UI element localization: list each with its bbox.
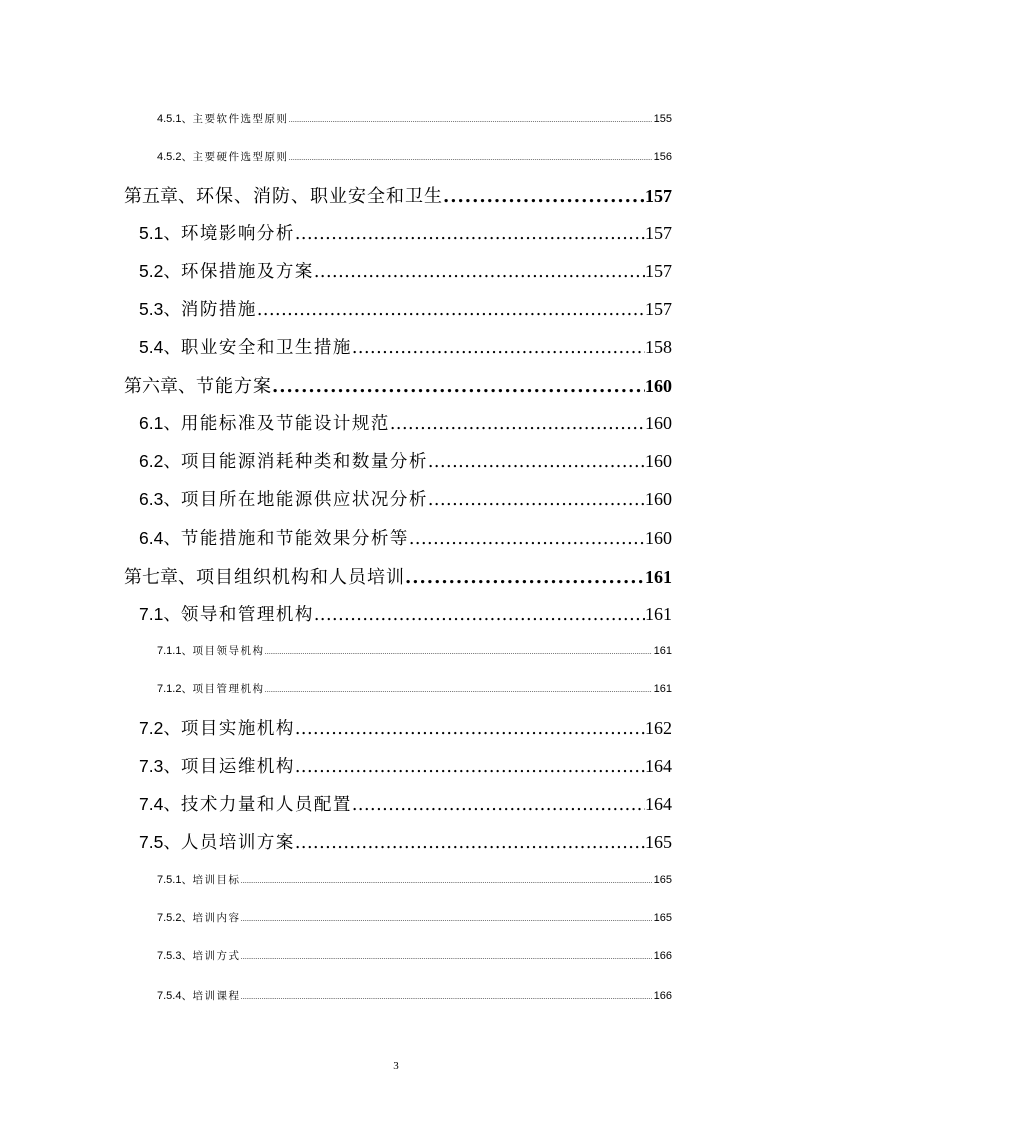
page-number-footer: 3 — [393, 1060, 399, 1072]
toc-number: 7.1.2、 — [157, 683, 193, 695]
toc-title: 环保、消防、职业安全和卫生 — [196, 186, 443, 207]
toc-page-number: 161 — [653, 683, 672, 695]
dot-leader — [288, 155, 651, 162]
dot-leader — [240, 954, 651, 961]
toc-title: 技术力量和人员配置 — [180, 795, 352, 815]
toc-number: 7.5.4、 — [157, 990, 193, 1002]
toc-entry-7-1-2[interactable] — [157, 680, 672, 696]
toc-number: 7.3、 — [139, 756, 181, 776]
toc-entry-7-5-3[interactable] — [157, 947, 672, 963]
toc-page-number: 165 — [653, 874, 672, 886]
toc-number: 4.5.2、 — [157, 151, 193, 163]
dot-leader — [264, 687, 651, 694]
toc-title: 节能方案 — [196, 376, 272, 397]
dot-leader — [390, 414, 645, 434]
toc-entry-6-4[interactable] — [139, 525, 672, 551]
toc-title: 培训目标 — [192, 874, 241, 886]
toc-entry-7-5[interactable] — [139, 829, 672, 855]
toc-number: 5.1、 — [139, 223, 181, 243]
dot-leader — [240, 916, 651, 923]
toc-number: 第七章、 — [124, 567, 196, 588]
dot-leader — [314, 605, 645, 625]
toc-title: 项目所在地能源供应状况分析 — [180, 490, 428, 510]
dot-leader — [240, 878, 651, 885]
toc-title: 项目实施机构 — [180, 719, 295, 739]
toc-entry-7-2[interactable] — [139, 715, 672, 741]
toc-title: 消防措施 — [180, 300, 257, 320]
dot-leader — [295, 757, 645, 777]
toc-number: 6.1、 — [139, 413, 181, 433]
toc-page-number: 155 — [653, 113, 672, 125]
toc-entry-7-5-1[interactable] — [157, 871, 672, 887]
dot-leader — [443, 186, 645, 207]
toc-entry-6-2[interactable] — [139, 448, 672, 474]
toc-entry-5-1[interactable] — [139, 220, 672, 246]
toc-entry-5-2[interactable] — [139, 258, 672, 284]
dot-leader — [405, 567, 645, 588]
toc-page-number: 166 — [653, 990, 672, 1002]
toc-entry-chapter-6[interactable] — [124, 372, 672, 398]
toc-title: 职业安全和卫生措施 — [180, 338, 352, 358]
dot-leader — [295, 224, 645, 244]
toc-entry-4-5-1[interactable] — [157, 110, 672, 126]
toc-number: 7.1、 — [139, 604, 181, 624]
toc-title: 项目能源消耗种类和数量分析 — [180, 452, 428, 472]
toc-title: 主要硬件选型原则 — [192, 151, 289, 163]
toc-page-number: 161 — [645, 567, 672, 587]
toc-page-number: 160 — [645, 451, 672, 471]
toc-number: 5.4、 — [139, 337, 181, 357]
toc-title: 培训课程 — [192, 990, 241, 1002]
toc-entry-chapter-7[interactable] — [124, 563, 672, 589]
dot-leader — [295, 833, 645, 853]
toc-title: 培训方式 — [192, 950, 241, 962]
toc-entry-7-1[interactable] — [139, 601, 672, 627]
dot-leader — [352, 338, 645, 358]
toc-number: 7.4、 — [139, 794, 181, 814]
toc-number: 7.5.1、 — [157, 874, 193, 886]
toc-number: 5.2、 — [139, 261, 181, 281]
toc-entry-5-4[interactable] — [139, 334, 672, 360]
toc-page-number: 157 — [645, 299, 672, 319]
toc-page-number: 164 — [645, 794, 672, 814]
toc-number: 7.1.1、 — [157, 645, 193, 657]
toc-page-number: 160 — [645, 489, 672, 509]
toc-title: 主要软件选型原则 — [192, 113, 289, 125]
toc-entry-7-3[interactable] — [139, 753, 672, 779]
dot-leader — [240, 994, 651, 1001]
toc-title: 项目领导机构 — [192, 645, 265, 657]
toc-number: 第五章、 — [124, 186, 196, 207]
toc-page-number: 161 — [653, 645, 672, 657]
toc-number: 7.5.3、 — [157, 950, 193, 962]
toc-title: 用能标准及节能设计规范 — [180, 414, 390, 434]
toc-title: 项目管理机构 — [192, 683, 265, 695]
dot-leader — [295, 719, 645, 739]
dot-leader — [264, 649, 651, 656]
toc-entry-7-1-1[interactable] — [157, 642, 672, 658]
toc-page-number: 160 — [645, 413, 672, 433]
toc-page-number: 160 — [645, 528, 672, 548]
dot-leader — [257, 300, 645, 320]
dot-leader — [288, 117, 651, 124]
toc-number: 6.4、 — [139, 528, 181, 548]
toc-number: 6.2、 — [139, 451, 181, 471]
toc-entry-6-1[interactable] — [139, 410, 672, 436]
toc-page-number: 160 — [645, 376, 672, 396]
toc-entry-7-5-2[interactable] — [157, 909, 672, 925]
toc-page-number: 165 — [653, 912, 672, 924]
toc-title: 项目组织机构和人员培训 — [196, 567, 405, 588]
toc-entry-6-3[interactable] — [139, 486, 672, 512]
dot-leader — [352, 795, 645, 815]
toc-number: 第六章、 — [124, 376, 196, 397]
dot-leader — [409, 529, 645, 549]
toc-title: 节能措施和节能效果分析等 — [180, 529, 409, 549]
toc-entry-5-3[interactable] — [139, 296, 672, 322]
toc-page-number: 157 — [645, 186, 672, 206]
toc-title: 环保措施及方案 — [180, 262, 314, 282]
toc-page-number: 165 — [645, 832, 672, 852]
toc-page-number: 157 — [645, 223, 672, 243]
dot-leader — [428, 490, 645, 510]
toc-entry-4-5-2[interactable] — [157, 148, 672, 164]
toc-page-number: 161 — [645, 604, 672, 624]
dot-leader — [314, 262, 645, 282]
toc-title: 环境影响分析 — [180, 224, 295, 244]
toc-number: 5.3、 — [139, 299, 181, 319]
toc-page-number: 164 — [645, 756, 672, 776]
dot-leader — [428, 452, 645, 472]
toc-page-number: 156 — [653, 151, 672, 163]
toc-number: 7.5、 — [139, 832, 181, 852]
toc-page-number: 157 — [645, 261, 672, 281]
toc-entry-7-5-4[interactable] — [157, 987, 672, 1003]
toc-title: 项目运维机构 — [180, 757, 295, 777]
toc-title: 人员培训方案 — [180, 833, 295, 853]
toc-number: 4.5.1、 — [157, 113, 193, 125]
toc-number: 7.2、 — [139, 718, 181, 738]
toc-page-number: 166 — [653, 950, 672, 962]
toc-page-number: 162 — [645, 718, 672, 738]
toc-title: 领导和管理机构 — [180, 605, 314, 625]
toc-page-number: 158 — [645, 337, 672, 357]
dot-leader — [272, 376, 645, 397]
toc-number: 6.3、 — [139, 489, 181, 509]
toc-entry-7-4[interactable] — [139, 791, 672, 817]
toc-entry-chapter-5[interactable] — [124, 182, 672, 208]
toc-title: 培训内容 — [192, 912, 241, 924]
toc-number: 7.5.2、 — [157, 912, 193, 924]
